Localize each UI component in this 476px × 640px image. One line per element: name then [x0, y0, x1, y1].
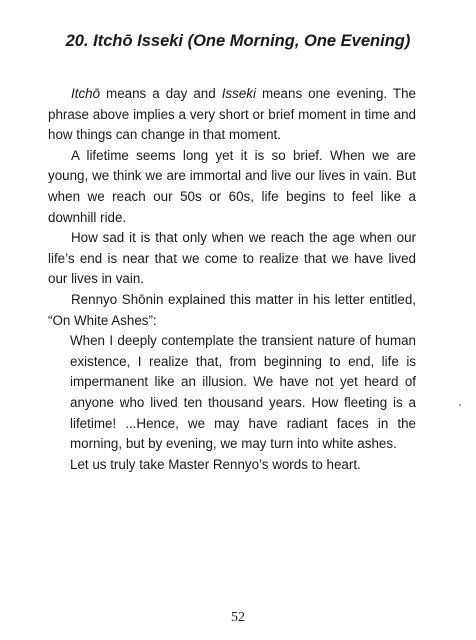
- chapter-title: 20. Itchō Isseki (One Morning, One Evening): [65, 32, 411, 50]
- paragraph-itcho-definition: [48, 84, 416, 146]
- term-isseki: Isseki: [221, 86, 256, 101]
- block-quote: [70, 331, 416, 475]
- paragraph-sadness: How sad it is that only when we reach the age when our life’s end is near that we come to realize that we have lived our lives in vain.: [48, 230, 416, 287]
- quote-white-ashes: When I deeply contemplate the transient nature of human existence, I realize that, from beginning to end, life is impermanent like an illusion. We have not yet heard of anyone who lived ten thousand years. How fleeting is a lifetime! ...Hence, we may have radiant faces in the morning, but by evening, we may turn into white ashes.: [70, 333, 416, 452]
- paragraph-text: means a day and: [100, 86, 222, 101]
- quote-closing-line: Let us truly take Master Rennyo’s words to heart.: [70, 456, 361, 472]
- term-itcho: Itchō: [71, 86, 101, 101]
- paragraph-lifetime: A lifetime seems long yet it is so brief. When we are young, we think we are immortal and live our lives in vain. But when we reach our 50s or 60s, life begins to feel like a downhill ride.: [48, 147, 416, 225]
- body-text: [48, 84, 416, 475]
- page-number: 52: [231, 610, 245, 625]
- scan-speck: [459, 404, 461, 406]
- paragraph-rennyo-intro: Rennyo Shōnin explained this matter in his letter entitled, “On White Ashes”:: [48, 291, 416, 328]
- paragraph-text: means one evening. The phrase above implies a very short or brief moment in time and how things can change in that moment.: [48, 86, 416, 143]
